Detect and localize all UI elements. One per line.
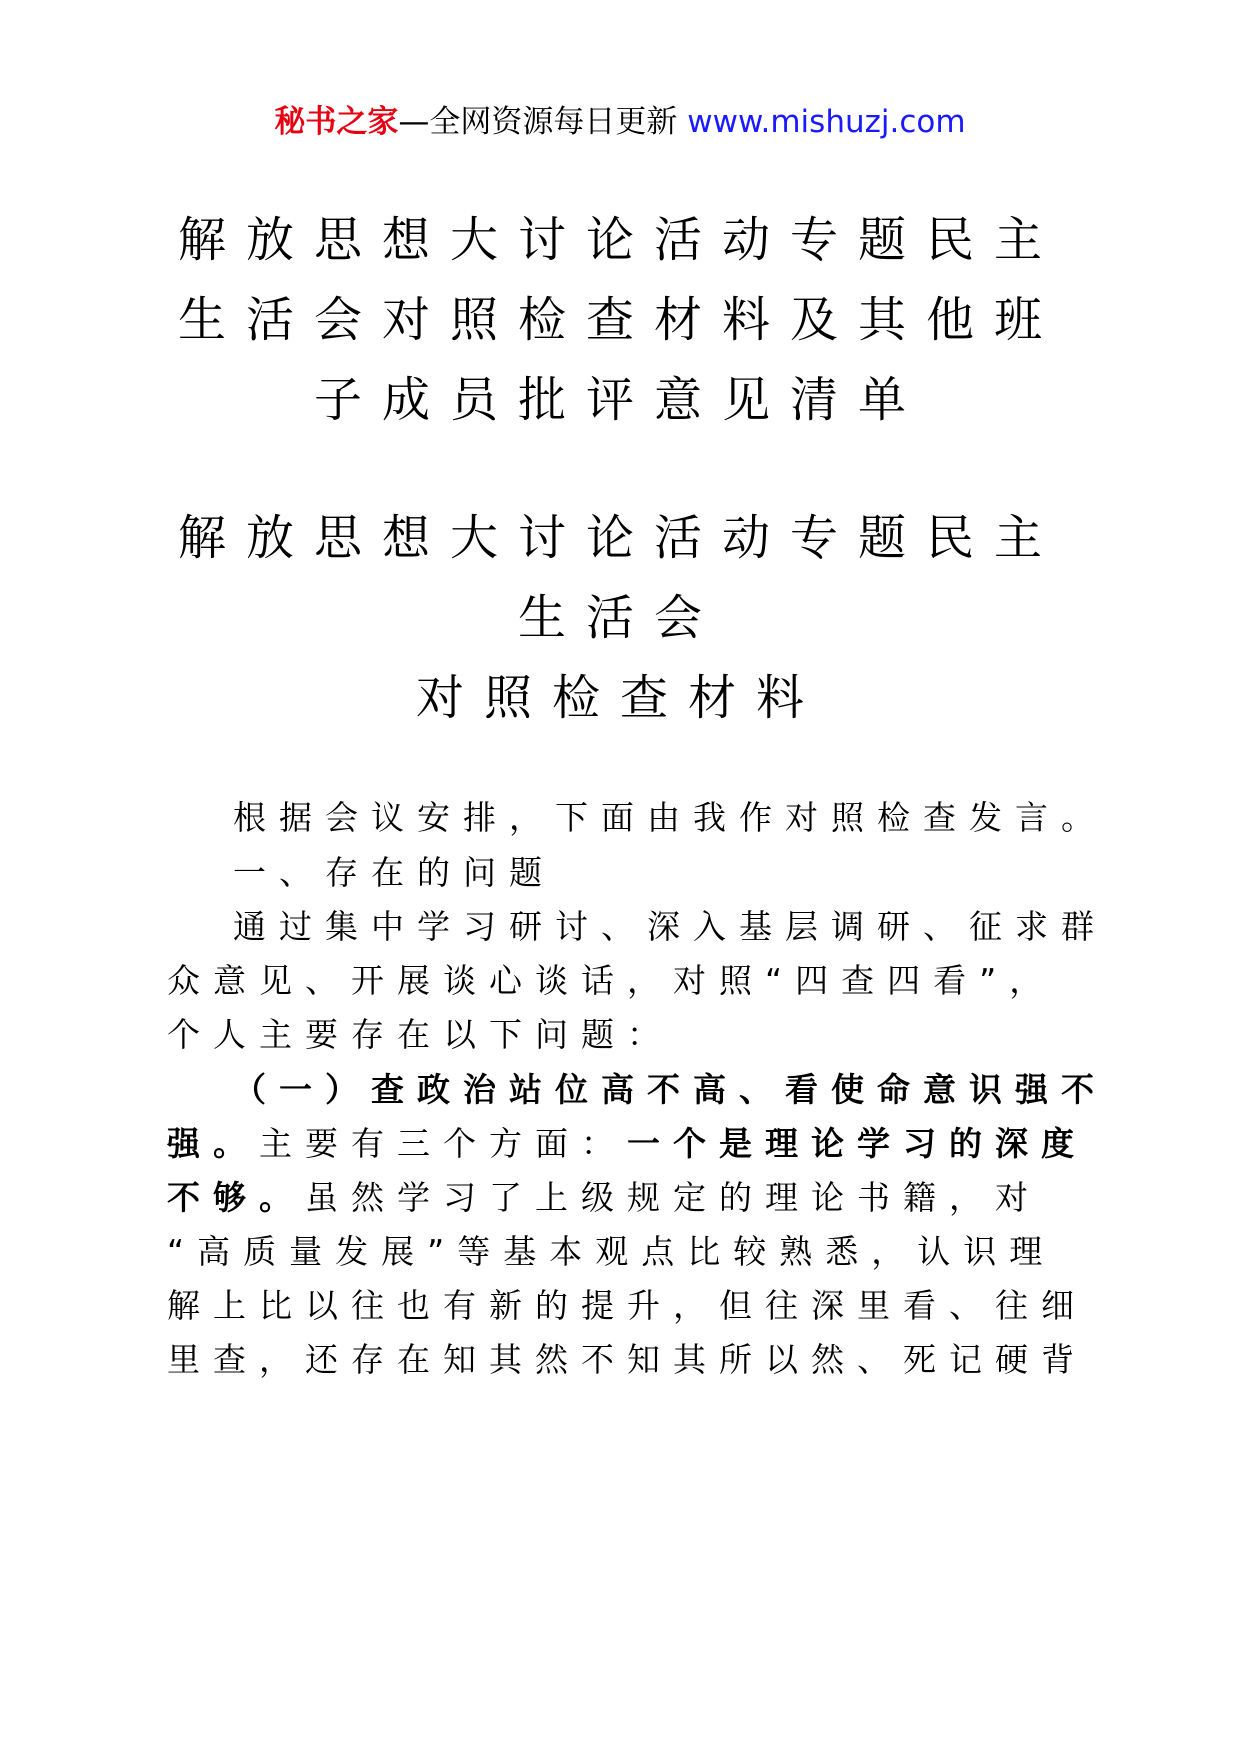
subsection-line-2 xyxy=(167,1114,1087,1174)
subsection-line-6: 里查，还存在知其然不知其所以然、死记硬背 xyxy=(167,1340,1087,1379)
document-title-line-1: 解放思想大讨论活动专题民主 xyxy=(177,212,1062,268)
body-line-3: 个人主要存在以下问题： xyxy=(167,1015,673,1054)
section-title-line-3: 对照检查材料 xyxy=(415,670,824,726)
document-title-line-2: 生活会对照检查材料及其他班 xyxy=(177,292,1062,348)
bold-text: 不够。 xyxy=(167,1178,305,1217)
normal-text: 主要有三个方面： xyxy=(259,1124,627,1163)
intro-paragraph: 根据会议安排，下面由我作对照检查发言。 xyxy=(233,798,1107,837)
section-title-line-2: 生活会 xyxy=(517,590,722,646)
section-heading-problems: 一、存在的问题 xyxy=(233,853,555,892)
subsection-line-5: 解上比以往也有新的提升，但往深里看、往细 xyxy=(167,1286,1087,1325)
bold-text: 强。 xyxy=(167,1124,259,1163)
subsection-heading-1: （一）查政治站位高不高、看使命意识强不 xyxy=(233,1070,1107,1109)
normal-text: 虽然学习了上级规定的理论书籍，对 xyxy=(305,1178,1041,1217)
body-line-2: 众意见、开展谈心谈话，对照“四查四看”， xyxy=(167,961,1056,1000)
subsection-line-3 xyxy=(167,1168,1077,1228)
site-tagline: —全网资源每日更新 xyxy=(398,104,688,140)
document-title-line-3: 子成员批评意见清单 xyxy=(313,372,926,428)
site-url-link[interactable]: www.mishuzj.com xyxy=(687,104,966,140)
site-header xyxy=(0,100,1240,144)
section-title-line-1: 解放思想大讨论活动专题民主 xyxy=(177,510,1062,566)
body-line-1: 通过集中学习研讨、深入基层调研、征求群 xyxy=(233,907,1107,946)
subsection-line-4: “高质量发展”等基本观点比较熟悉，认识理 xyxy=(167,1232,1056,1271)
bold-text: 一个是理论学习的深度 xyxy=(627,1124,1087,1163)
site-brand: 秘书之家 xyxy=(274,104,399,140)
